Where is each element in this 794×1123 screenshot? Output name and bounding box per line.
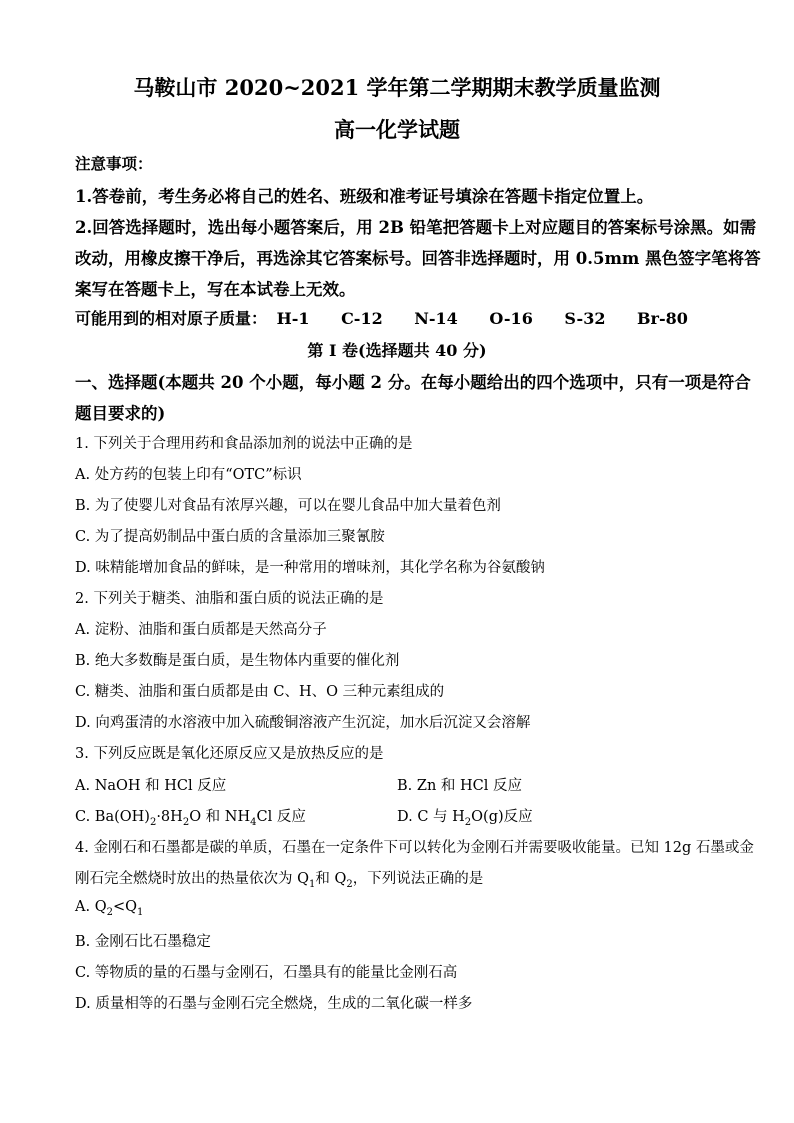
q2-option-c: C. 糖类、油脂和蛋白质都是由 C、H、O 三种元素组成的 [75,684,445,700]
q4-option-a: A. $Q_2<Q_1$ [75,899,144,918]
q3-stem: 3. 下列反应既是氧化还原反应又是放热反应的是 [75,746,384,762]
exam-title: 马鞍山市 2020~2021 学年第二学期期末教学质量监测 [133,75,661,100]
q1-option-b: B. 为了使婴儿对食品有浓厚兴趣，可以在婴儿食品中加大量着色剂 [75,498,501,514]
note-item-2-line-2: 改动，用橡皮擦干净后，再选涂其它答案标号。回答非选择题时，用 0.5mm 黑色签字笔将答 [75,249,761,268]
atomic-mass-item: Br-80 [637,309,688,328]
notes-heading: 注意事项： [75,154,153,173]
q2-option-b: B. 绝大多数酶是蛋白质，是生物体内重要的催化剂 [75,653,400,669]
q1-option-c: C. 为了提高奶制品中蛋白质的含量添加三聚氰胺 [75,529,385,545]
section-title: 第 I 卷(选择题共 40 分) [307,341,487,360]
q4-stem-line-1: 4. 金刚石和石墨都是碳的单质，石墨在一定条件下可以转化为金刚石并需要吸收能量。已知 12g 石墨或金 [75,840,754,856]
q2-option-d: D. 向鸡蛋清的水溶液中加入硫酸铜溶液产生沉淀，加水后沉淀又会溶解 [75,715,531,731]
section-instructions-line-2: 题目要求的) [75,404,166,423]
q2-stem: 2. 下列关于糖类、油脂和蛋白质的说法正确的是 [75,591,384,607]
q3-option-d: D. C 与 $H_2O(g)$反应 [397,809,533,828]
atomic-mass-item: N-14 [414,309,458,328]
exam-subtitle: 高一化学试题 [334,117,460,142]
atomic-masses-label: 可能用到的相对原子质量： [75,309,268,328]
q3-option-c: C. $Ba(OH)_2\cdot 8H_2O$ 和 $NH_4Cl$ 反应 [75,809,306,828]
note-item-1: 1.答卷前，考生务必将自己的姓名、班级和准考证号填涂在答题卡指定位置上。 [75,187,654,206]
section-instructions-line-1: 一、选择题(本题共 20 个小题，每小题 2 分。在每小题给出的四个选项中，只有一项是符合 [75,373,751,392]
atomic-mass-item: S-32 [564,309,606,328]
q1-option-a: A. 处方药的包装上印有“OTC”标识 [75,467,302,483]
q1-stem: 1. 下列关于合理用药和食品添加剂的说法中正确的是 [75,436,413,452]
q4-stem-line-2: 刚石完全燃烧时放出的热量依次为 $Q_1$和 $Q_2$，下列说法正确的是 [75,871,484,890]
q1-option-d: D. 味精能增加食品的鲜味，是一种常用的增味剂，其化学名称为谷氨酸钠 [75,560,545,576]
q3-option-a: A. NaOH 和 HCl 反应 [75,778,227,794]
atomic-mass-item: C-12 [341,309,383,328]
note-item-2-line-3: 案写在答题卡上，写在本试卷上无效。 [75,280,356,299]
atomic-masses [75,306,714,329]
q3-option-b: B. Zn 和 HCl 反应 [397,778,522,794]
atomic-mass-item: O-16 [489,309,533,328]
q4-option-c: C. 等物质的量的石墨与金刚石，石墨具有的能量比金刚石高 [75,965,458,981]
q2-option-a: A. 淀粉、油脂和蛋白质都是天然高分子 [75,622,327,638]
atomic-mass-item: H-1 [276,309,310,328]
q4-option-d: D. 质量相等的石墨与金刚石完全燃烧，生成的二氧化碳一样多 [75,996,473,1012]
note-item-2-line-1: 2.回答选择题时，选出每小题答案后，用 2B 铅笔把答题卡上对应题目的答案标号涂黑。如需 [75,218,757,237]
q4-option-b: B. 金刚石比石墨稳定 [75,934,211,950]
